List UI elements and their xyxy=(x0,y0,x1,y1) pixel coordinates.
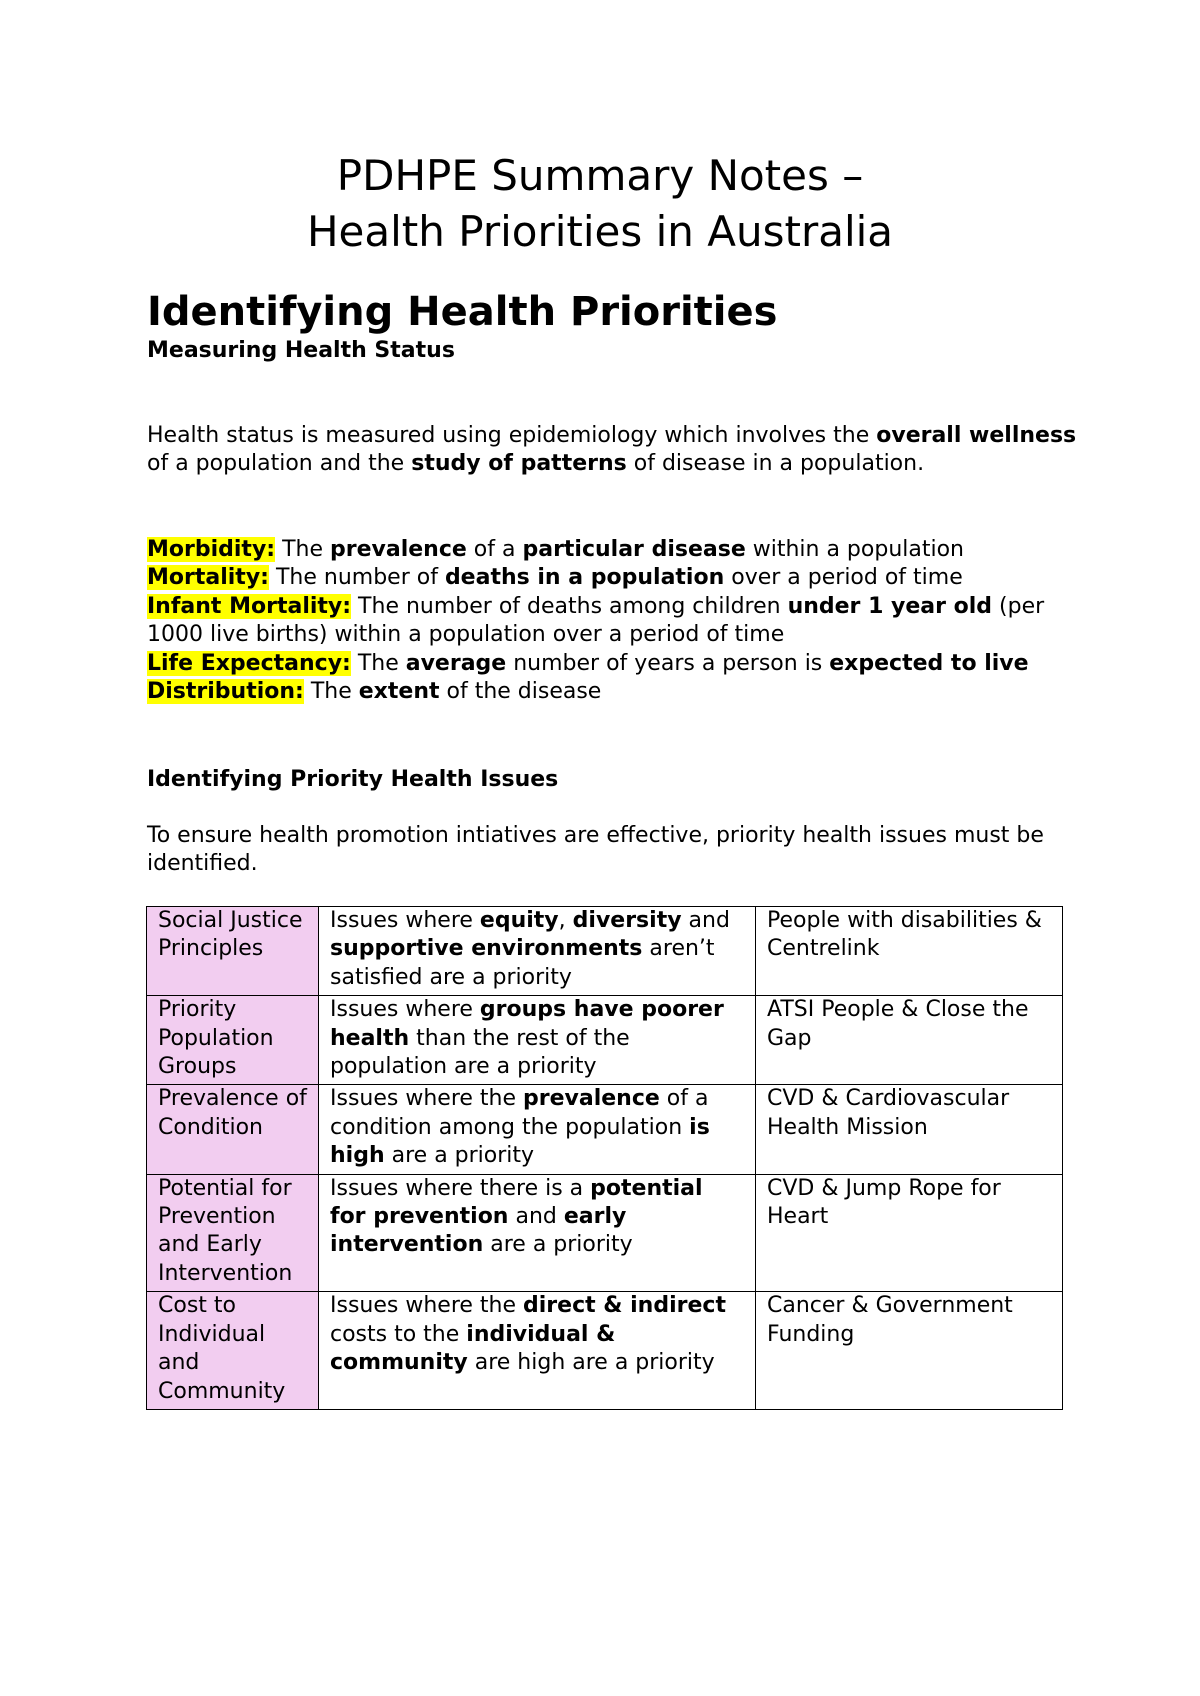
bold-text: deaths in a population xyxy=(444,565,725,591)
term-highlight: Mortality: xyxy=(147,565,269,591)
text-run: aren’t satisfied are a priority xyxy=(330,936,715,990)
text-run: The number of deaths among children xyxy=(351,593,788,619)
bold-text: prevalence xyxy=(330,537,467,562)
example-cell: CVD & Jump Rope for Heart xyxy=(756,1174,1063,1292)
description-cell xyxy=(319,1292,756,1410)
text-run: Issues where xyxy=(330,997,480,1023)
bold-text: average xyxy=(405,650,507,676)
criterion-cell: Priority Population Groups xyxy=(147,996,319,1085)
description-cell xyxy=(319,1085,756,1174)
text-run: and xyxy=(681,908,730,933)
text-run: are a priority xyxy=(384,1143,535,1169)
bold-text: individual & community xyxy=(330,1321,616,1376)
example-cell: People with disabilities & Centrelink xyxy=(756,907,1063,996)
text-run: are high are a priority xyxy=(467,1350,715,1376)
document-title-line-1: PDHPE Summary Notes – xyxy=(336,151,864,200)
text-run: Issues where the xyxy=(330,1086,524,1112)
subheading-identifying-priority-health-issues: Identifying Priority Health Issues xyxy=(147,767,559,792)
bold-text: groups have poorer health xyxy=(330,997,724,1051)
text-run: The number of xyxy=(268,565,445,591)
criterion-cell: Prevalence of Condition xyxy=(147,1085,319,1174)
example-cell: Cancer & Government Funding xyxy=(756,1292,1063,1410)
table-row xyxy=(147,1085,1063,1174)
bold-text: early intervention xyxy=(330,1204,627,1258)
text-run: Health status is measured using epidemiology which involves the xyxy=(147,423,877,448)
definition-life-expectancy xyxy=(147,650,1077,678)
bold-text: direct & indirect xyxy=(523,1293,726,1319)
priority-issues-intro: To ensure health promotion intiatives are effective, priority health issues must be identified. xyxy=(147,823,1044,877)
term-highlight: Infant Mortality: xyxy=(147,593,352,619)
text-run: within a population xyxy=(745,537,964,562)
text-run: than the rest of the population are a priority xyxy=(330,1025,630,1080)
text-run: number of years a person is xyxy=(506,650,830,676)
bold-text: particular disease xyxy=(522,537,746,562)
example-cell: ATSI People & Close the Gap xyxy=(756,996,1063,1085)
bold-text: study of patterns xyxy=(411,451,627,477)
subheading-measuring-health-status: Measuring Health Status xyxy=(147,338,455,363)
criterion-cell: Cost to Individual and Community xyxy=(147,1292,319,1410)
text-run: Issues where xyxy=(330,908,480,933)
document-title-line-2: Health Priorities in Australia xyxy=(306,207,894,256)
text-run: costs to the xyxy=(330,1321,467,1347)
text-run: are a priority xyxy=(483,1232,633,1258)
criterion-cell: Potential for Prevention and Early Intervention xyxy=(147,1174,319,1292)
definition-infant-mortality xyxy=(147,593,1077,650)
bold-text: under 1 year old xyxy=(787,593,993,619)
table-row xyxy=(147,1292,1063,1410)
bold-text: extent xyxy=(358,679,440,705)
health-status-paragraph xyxy=(147,422,1077,479)
text-run: of disease in a population. xyxy=(626,451,925,477)
text-run: of a condition among the population xyxy=(330,1086,709,1140)
text-run: and xyxy=(508,1204,564,1230)
term-highlight: Morbidity: xyxy=(147,537,276,562)
text-run: , xyxy=(558,908,573,933)
bold-text: diversity xyxy=(572,908,682,933)
bold-text: equity xyxy=(479,908,559,933)
bold-text: potential for prevention xyxy=(330,1175,703,1230)
priority-criteria-table xyxy=(146,906,1063,1410)
text-run: Issues where there is a xyxy=(330,1175,591,1201)
term-highlight: Distribution: xyxy=(147,679,304,705)
description-cell xyxy=(319,907,756,996)
text-run: The xyxy=(350,650,406,676)
bold-text: prevalence xyxy=(523,1086,660,1112)
definition-distribution xyxy=(147,678,1077,706)
table-row xyxy=(147,907,1063,996)
text-run: The xyxy=(303,679,359,705)
example-cell: CVD & Cardiovascular Health Mission xyxy=(756,1085,1063,1174)
description-cell xyxy=(319,996,756,1085)
definition-mortality xyxy=(147,564,1077,592)
bold-text: overall wellness xyxy=(876,423,1077,448)
table-row xyxy=(147,1174,1063,1292)
criterion-cell: Social Justice Principles xyxy=(147,907,319,996)
text-run: The xyxy=(275,537,330,562)
text-run: of a population and the xyxy=(147,451,412,477)
definition-morbidity xyxy=(147,536,1077,564)
bold-text: is high xyxy=(330,1114,710,1169)
table-row xyxy=(147,996,1063,1085)
definitions-list xyxy=(147,536,1077,706)
term-highlight: Life Expectancy: xyxy=(147,650,351,676)
text-run: Issues where the xyxy=(330,1293,524,1319)
text-run: of the disease xyxy=(439,679,602,705)
text-run: (per 1000 live births) within a population over a period of time xyxy=(147,593,1045,648)
text-run: of a xyxy=(466,537,523,562)
bold-text: supportive environments xyxy=(330,936,643,962)
section-heading: Identifying Health Priorities xyxy=(147,289,778,335)
text-run: over a period of time xyxy=(724,565,963,591)
bold-text: expected to live xyxy=(829,650,1029,676)
description-cell xyxy=(319,1174,756,1292)
